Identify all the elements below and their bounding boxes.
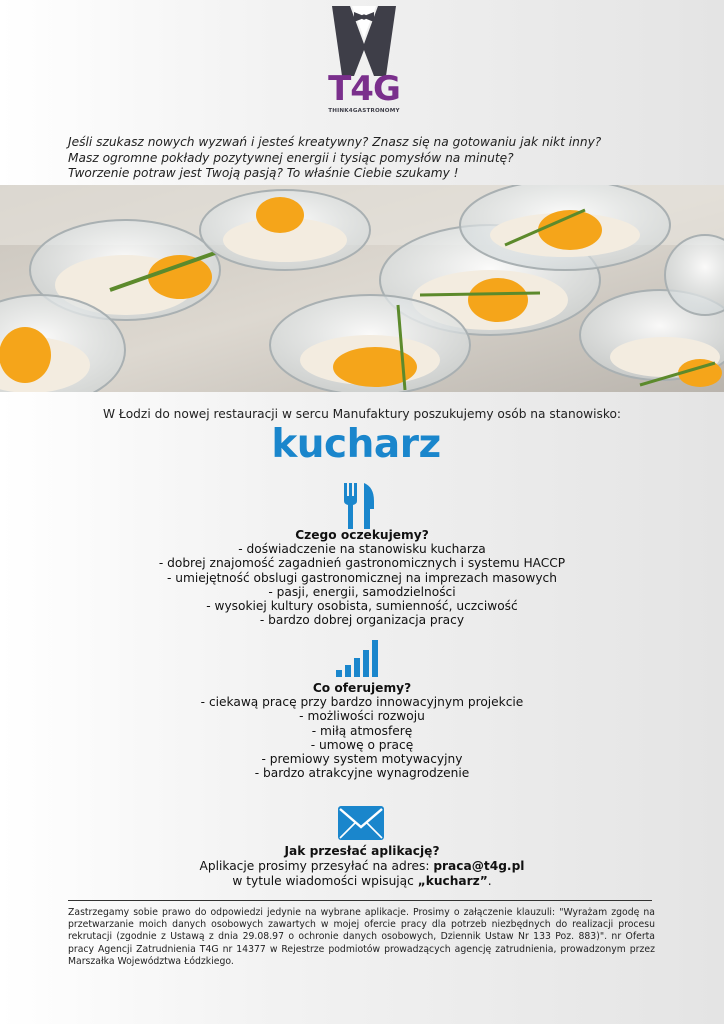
offer-section [0, 681, 724, 780]
apply-section [0, 844, 724, 889]
logo-subtext: THINK4GASTRONOMY [328, 108, 400, 114]
requirements-section [0, 528, 724, 627]
disclaimer-text: Zastrzegamy sobie prawo do odpowiedzi jedynie na wybrane aplikacje. Prosimy o załączenie klauzuli: "Wyrażam zgodę na przetwarzanie moich danych osobowych zawartych w mojej ofercie pracy dla potrzeb niezbędnych do realizacji procesu rekrutacji (zgodnie z Ustawą z dnia 29.08.97 o ochronie danych osobowych, Dziennik Ustaw Nr 133 Poz. 883)". nr Oferta pracy Agencji Zatrudnienia T4G nr 14377 w Rejestrze podmiotów prowadzących agencję zatrudnienia, prowadzonym przez Marszałka Województwa Łódzkiego. [68, 907, 655, 967]
fork-knife-icon [342, 483, 378, 529]
requirement-item: - dobrej znajomość zagadnień gastronomicznych i systemu HACCP [158, 556, 566, 571]
intro-line: Tworzenie potraw jest Twoją pasją? To właśnie Ciebie szukamy ! [68, 166, 459, 181]
divider [68, 900, 652, 901]
intro-line: Jeśli szukasz nowych wyzwań i jesteś kreatywny? Znasz się na gotowaniu jak nikt inny? [68, 135, 602, 149]
offer-item: - ciekawą pracę przy bardzo innowacyjnym projekcie [200, 695, 524, 710]
apply-line-2 [0, 874, 724, 889]
requirement-item: - pasji, energii, samodzielności [268, 584, 456, 599]
requirement-item: - doświadczenie na stanowisku kucharza [238, 542, 486, 557]
apply-heading: Jak przesłać aplikację? [284, 844, 440, 858]
apply-line-1 [0, 859, 724, 874]
envelope-icon [337, 805, 385, 841]
intro-text [68, 135, 668, 182]
lead-text: W Łodzi do nowej restauracji w sercu Manufaktury poszukujemy osób na stanowisko: [102, 407, 622, 421]
apply-line-1-text: Aplikacje prosimy przesyłać na adres: [199, 859, 434, 873]
signal-bars-icon [336, 638, 384, 678]
requirement-item: - wysokiej kultury osobista, sumienność, uczciwość [206, 599, 518, 614]
offer-heading: Co oferujemy? [312, 681, 412, 695]
apply-line-2-suffix: . [487, 874, 492, 888]
logo-text: T4G [328, 69, 400, 109]
offer-item: - miłą atmosferę [311, 723, 413, 738]
t4g-logo [322, 4, 406, 122]
offer-item: - bardzo atrakcyjne wynagrodzenie [254, 766, 470, 781]
requirement-item: - bardzo dobrej organizacja pracy [259, 613, 465, 628]
job-title: kucharz [271, 422, 441, 467]
offer-item: - możliwości rozwoju [299, 709, 425, 724]
offer-item: - premiowy system motywacyjny [261, 752, 463, 767]
requirements-heading: Czego oczekujemy? [295, 528, 429, 542]
email-link[interactable]: praca@t4g.pl [433, 859, 525, 873]
subject-text: „kucharz” [417, 874, 488, 888]
food-photo [0, 185, 724, 392]
offer-item: - umowę o pracę [310, 737, 414, 752]
apply-line-2-text: w tytule wiadomości wpisując [232, 874, 418, 888]
requirement-item: - umiejętność obslugi gastronomicznej na imprezach masowych [167, 570, 557, 585]
intro-line: Masz ogromne pokłady pozytywnej energii i tysiąc pomysłów na minutę? [68, 150, 514, 165]
